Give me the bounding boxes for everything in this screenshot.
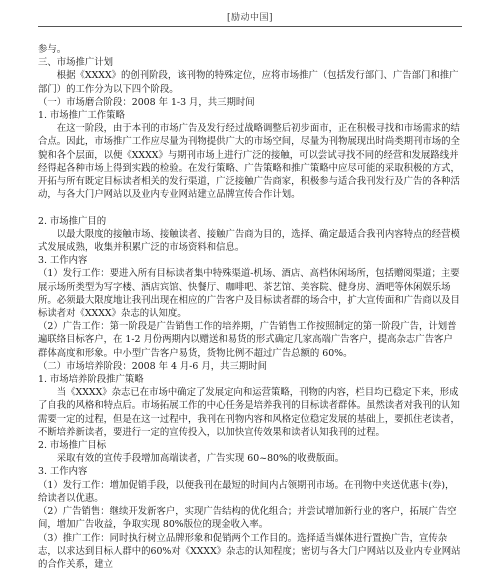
paragraph: 3. 工作内容 — [38, 254, 462, 267]
paragraph: 3. 工作内容 — [38, 465, 462, 478]
paragraph: 当《XXXX》杂志已在市场中确定了发展定向和运营策略，刊物的内容，栏目均已稳定下来，形成了自我的风格和特点后。市场拓展工作的中心任务是培养我刊的目标读者群体。虽然读者对我刊的认知需要一定的过程，但是在这一过程中，我刊在刊物内容和风格定位稳定发展的基础上，要抓住老读者，不断培养新读者，要进行一定的宣传投入，以加快宣传效果和读者认知我刊的过程。 — [38, 386, 462, 439]
paragraph: （1）发行工作：增加促销手段，以便我刊在最短的时间内占领期刊市场。在刊物中夹送优惠卡(券)，给读者以优惠。 — [38, 479, 462, 505]
paragraph: （3）推广工作：同时执行树立品牌形象和促销两个工作目的。选择适当媒体进行置换广告，宣传杂志，以求达到目标人群中的60%对《XXXX》杂志的认知程度；密切与各大门户网站以及业内专业网站的合作关系，建立 — [38, 532, 462, 571]
paragraph: 三、市场推广计划 — [38, 56, 462, 69]
paragraph: （一）市场磨合阶段：2008 年 1-3 月，共三期时间 — [38, 96, 462, 109]
paragraph: （1）发行工作：要进入所有目标读者集中特殊渠道-机场、酒店、高档休闲场所，包括赠阅渠道；主要展示场所类型为写字楼、酒店宾馆、快餐厅、咖啡吧、茶艺馆、美容院、健身房、酒吧等休闲娱乐场所。必须最大限度地让我刊出现在相应的广告客户及目标读者群的场合中，扩大宣传面和广告商以及目标读者对《XXXX》杂志的认知度。 — [38, 267, 462, 320]
paragraph: 以最大限度的接触市场、接触读者、接触广告商为目的，选择、确定最适合我刊内容特点的经营模式发展成熟，收集并积累广泛的市场资料和信息。 — [38, 228, 462, 254]
document-body — [38, 43, 462, 571]
paragraph: 参与。 — [38, 43, 462, 56]
paragraph: 在这一阶段，由于本刊的市场广告及发行经过战略调整后初步面市，正在积极寻找和市场需求的结合点。因此，市场推广工作应尽量为刊物提供广大的市场空间，尽量为刊物展现出时尚类期刊市场的全貌和各个层面，以便《XXXX》与期刊市场上进行广泛的接触，可以尝试寻找不同的经营和发展路线并经得起各种市场上得到实践的检验。在发行策略、广告策略和推广策略中应尽可能的采取积极的方式，开拓与所有既定目标读者相关的发行渠道，广泛接触广告商家，积极参与适合我刊发行及广告的各种活动，与各大门户网站以及业内专业网站建立品牌宣传合作计划。 — [38, 122, 462, 201]
paragraph: （2）广告工作：第一阶段是广告销售工作的培养期，广告销售工作按照制定的第一阶段广告，计划普遍联络目标客户，在 1-2 月份两期内以赠送和易货的形式确定几家高端广告客户，提高杂志广告客户群体高度和形象。中小型广告客户易货，货物比例不超过广告总额的 60%。 — [38, 320, 462, 360]
header-rule — [38, 26, 462, 27]
paragraph: 根据《XXXX》的创刊阶段，该刊物的特殊定位，应将市场推广（包括发行部门、广告部门和推广部门）的工作分为以下四个阶段。 — [38, 69, 462, 95]
paragraph: 采取有效的宣传手段增加高端读者，广告实现 60~80%的收费版面。 — [38, 452, 462, 465]
paragraph: 2. 市场推广目的 — [38, 215, 462, 228]
paragraph: 2. 市场推广目标 — [38, 439, 462, 452]
paragraph: （2）广告销售：继续开发新客户，实现广告结构的优化组合；并尝试增加新行业的客户，拓展广告空间，增加广告收益，争取实现 80%版位的现金收入率。 — [38, 505, 462, 531]
paragraph: （二）市场培养阶段：2008 年 4 月-6 月，共三期时间 — [38, 360, 462, 373]
paragraph: 1. 市场推广工作策略 — [38, 109, 462, 122]
paragraph: 1. 市场培养阶段推广策略 — [38, 373, 462, 386]
page-header: [励动中国] — [0, 10, 500, 23]
